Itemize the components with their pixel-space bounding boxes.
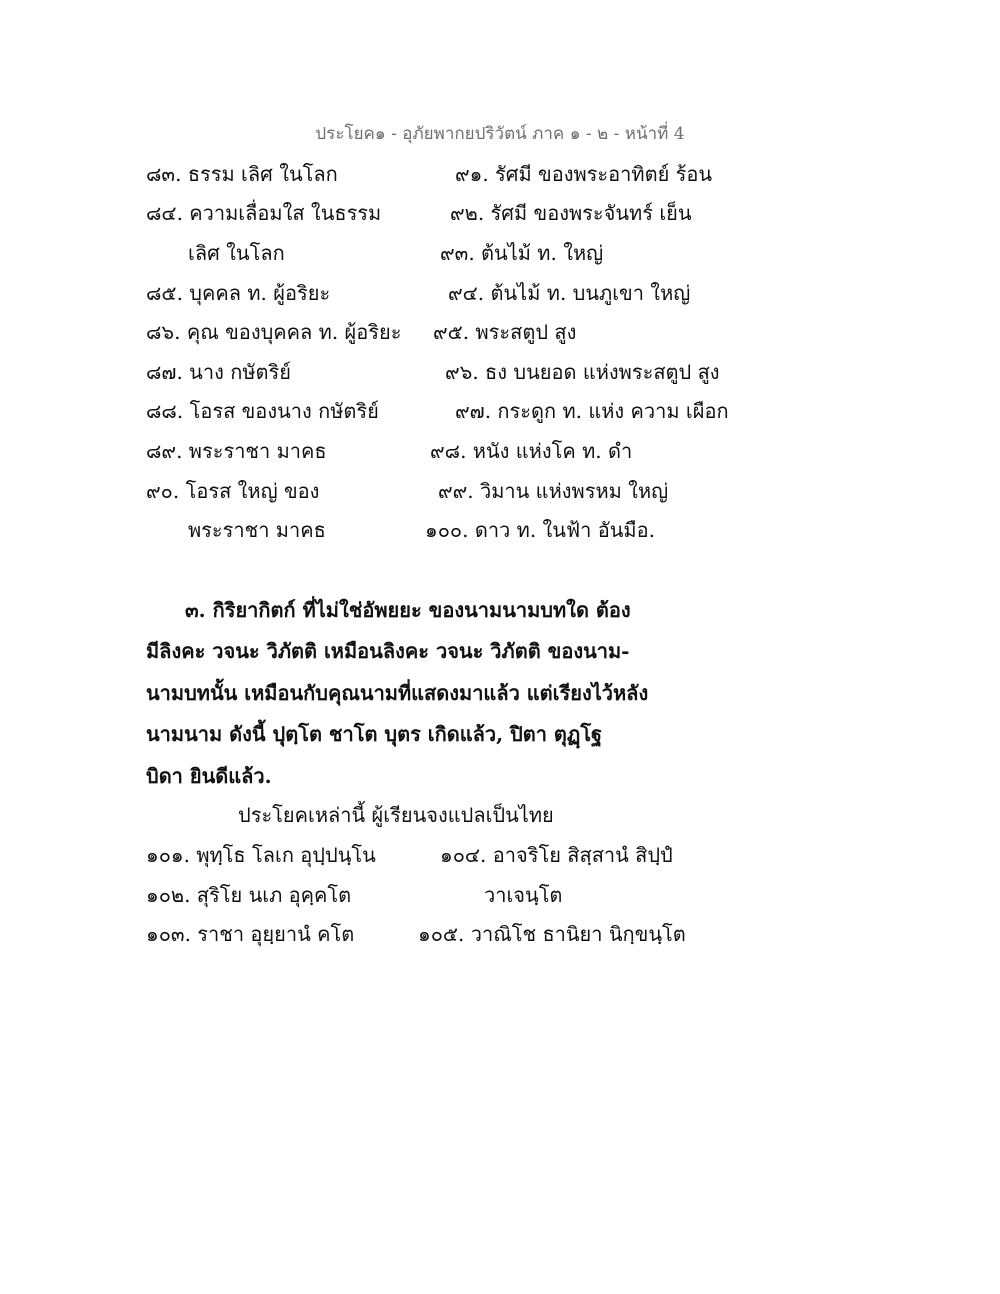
vocab-left-item: พระราชา มาคธ	[188, 518, 326, 542]
vocab-left-item: ๘๓. ธรรม เลิศ ในโลก	[146, 162, 338, 186]
vocab-right-item: ๙๔. ต้นไม้ ท. บนภูเขา ใหญ่	[448, 281, 691, 305]
rule-line: นามบทนั้น เหมือนกับคุณนามที่แสดงมาแล้ว แต่เรียงไว้หลัง	[146, 681, 649, 705]
exercise-item: ๑๐๒. สุริโย นเภ อุคฺคโต	[146, 883, 352, 907]
vocab-right-item: ๙๓. ต้นไม้ ท. ใหญ่	[440, 241, 604, 265]
vocab-left-item: ๘๗. นาง กษัตริย์	[146, 360, 291, 384]
exercise-item: ๑๐๕. วาณิโช ธานิยา นิกฺขนฺโต	[418, 922, 686, 946]
vocab-left-item: ๙๐. โอรส ใหญ่ ของ	[146, 479, 320, 503]
rule-line: มีลิงคะ วจนะ วิภัตติ เหมือนลิงคะ วจนะ วิภัตติ ของนาม-	[146, 639, 630, 663]
rule-line: ๓. กิริยากิตก์ ที่ไม่ใช่อัพยยะ ของนามนามบทใด ต้อง	[185, 598, 631, 622]
vocab-left-item: ๘๕. บุคคล ท. ผู้อริยะ	[146, 281, 331, 305]
vocab-right-item: ๙๖. ธง บนยอด แห่งพระสตูป สูง	[445, 360, 720, 384]
vocab-left-item: ๘๔. ความเลื่อมใส ในธรรม	[146, 201, 382, 225]
vocab-left-item: ๘๘. โอรส ของนาง กษัตริย์	[146, 399, 379, 423]
vocab-right-item: ๙๘. หนัง แห่งโค ท. ดำ	[430, 439, 633, 463]
vocab-left-item: ๘๙. พระราชา มาคธ	[146, 439, 327, 463]
vocab-right-item: ๙๑. รัศมี ของพระอาทิตย์ ร้อน	[455, 162, 713, 186]
page-header: ประโยค๑ - อุภัยพากยปริวัตน์ ภาค ๑ - ๒ - หน้าที่ 4	[315, 124, 685, 144]
exercise-item: ๑๐๔. อาจริโย สิสฺสานํ สิปฺปํ	[440, 843, 673, 867]
rule-line: นามนาม ดังนี้ ปุตฺโต ชาโต บุตร เกิดแล้ว, ปิตา ตุฏฺโฐ	[146, 722, 603, 746]
vocab-right-item: ๙๗. กระดูก ท. แห่ง ความ เผือก	[455, 399, 729, 423]
vocab-right-item: ๑๐๐. ดาว ท. ในฟ้า อันมือ.	[425, 518, 655, 542]
vocab-right-item: ๙๙. วิมาน แห่งพรหม ใหญ่	[438, 479, 669, 503]
vocab-right-item: ๙๒. รัศมี ของพระจันทร์ เย็น	[450, 201, 692, 225]
vocab-left-item: เลิศ ในโลก	[188, 241, 285, 265]
exercise-item: วาเจนฺโต	[484, 883, 563, 907]
rule-line: บิดา ยินดีแล้ว.	[146, 764, 272, 788]
exercise-item: ๑๐๓. ราชา อุยฺยานํ คโต	[146, 922, 355, 946]
vocab-left-item: ๘๖. คุณ ของบุคคล ท. ผู้อริยะ	[146, 320, 402, 344]
exercise-instruction: ประโยคเหล่านี้ ผู้เรียนจงแปลเป็นไทย	[238, 803, 554, 827]
vocab-right-item: ๙๕. พระสตูป สูง	[433, 320, 577, 344]
exercise-item: ๑๐๑. พุทฺโธ โลเก อุปฺปนฺโน	[146, 843, 376, 867]
